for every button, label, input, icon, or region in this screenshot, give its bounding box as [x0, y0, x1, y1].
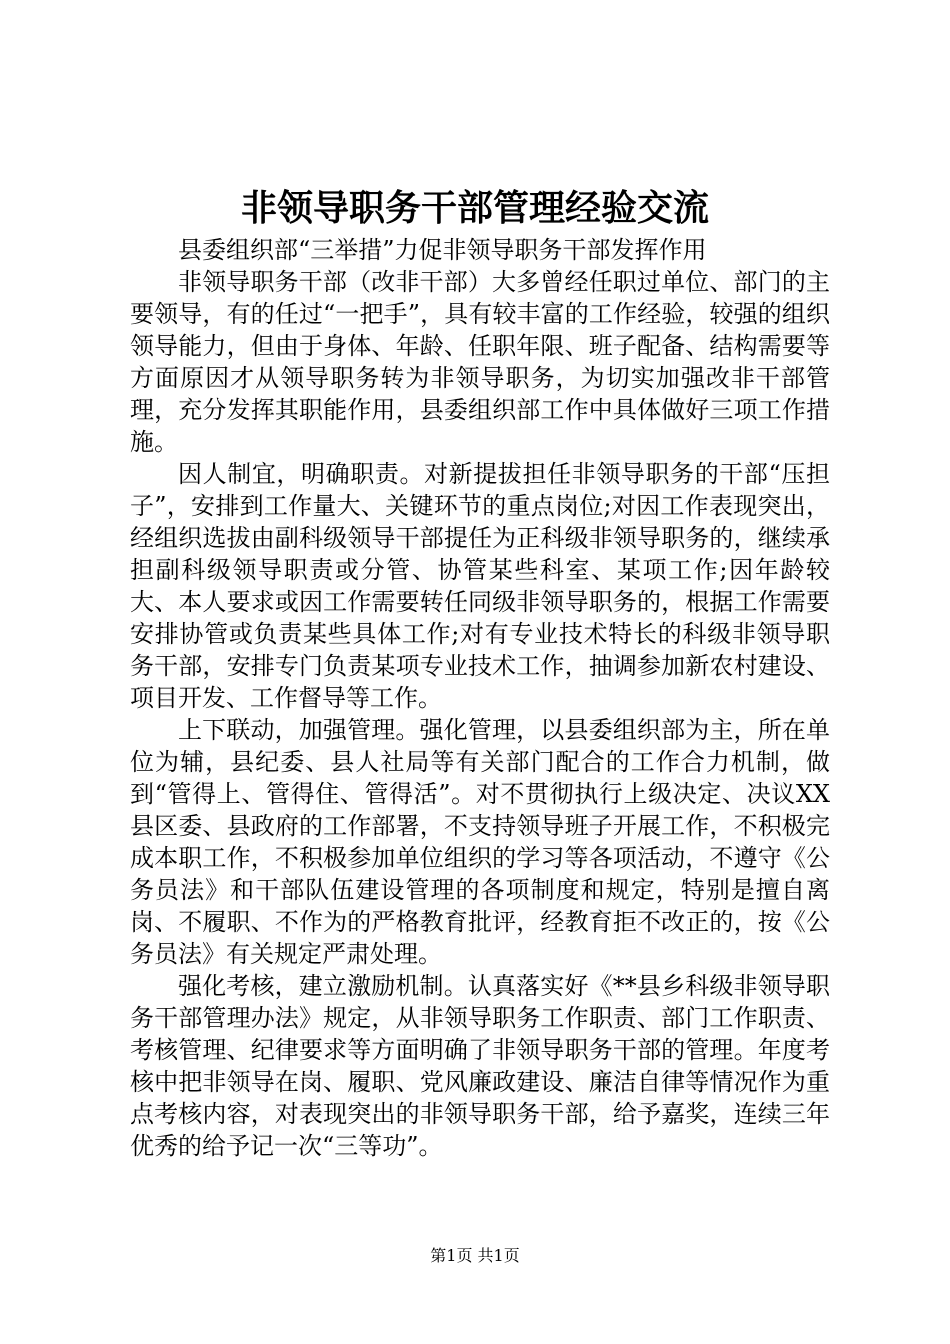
page-number-footer: 第1页 共1页	[430, 1246, 520, 1265]
paragraph-measure-2: 上下联动，加强管理。强化管理，以县委组织部为主，所在单位为辅，县纪委、县人社局等有关部门配合的工作合力机制，做到“管得上、管得住、管得活”。对不贯彻执行上级决定、决议XX县区委、县政府的工作部署，不支持领导班子开展工作，不积极完成本职工作，不积极参加单位组织的学习等各项活动，不遵守《公务员法》和干部队伍建设管理的各项制度和规定，特别是擅自离岗、不履职、不作为的严格教育批评，经教育拒不改正的，按《公务员法》有关规定严肃处理。	[130, 716, 830, 968]
paragraph-measure-3: 强化考核，建立激励机制。认真落实好《**县乡科级非领导职务干部管理办法》规定，从非领导职务工作职责、部门工作职责、考核管理、纪律要求等方面明确了非领导职务干部的管理。年度考核中把非领导在岗、履职、党风廉政建设、廉洁自律等情况作为重点考核内容，对表现突出的非领导职务干部，给予嘉奖，连续三年优秀的给予记一次“三等功”。	[130, 972, 830, 1160]
document-body	[130, 234, 830, 1162]
document-title: 非领导职务干部管理经验交流	[240, 187, 709, 229]
paragraph-intro: 非领导职务干部（改非干部）大多曾经任职过单位、部门的主要领导，有的任过“一把手”，具有较丰富的工作经验，较强的组织领导能力，但由于身体、年龄、任职年限、班子配备、结构需要等方面原因才从领导职务转为非领导职务，为切实加强改非干部管理，充分发挥其职能作用，县委组织部工作中具体做好三项工作措施。	[130, 268, 830, 456]
paragraph-measure-1: 因人制宜，明确职责。对新提拔担任非领导职务的干部“压担子”，安排到工作量大、关键环节的重点岗位;对因工作表现突出，经组织选拔由副科级领导干部提任为正科级非领导职务的，继续承担副科级领导职责或分管、协管某些科室、某项工作;因年龄较大、本人要求或因工作需要转任同级非领导职务的，根据工作需要安排协管或负责某些具体工作;对有专业技术特长的科级非领导职务干部，安排专门负责某项专业技术工作，抽调参加新农村建设、项目开发、工作督导等工作。	[130, 460, 830, 712]
paragraph-subtitle: 县委组织部“三举措”力促非领导职务干部发挥作用	[178, 236, 707, 264]
